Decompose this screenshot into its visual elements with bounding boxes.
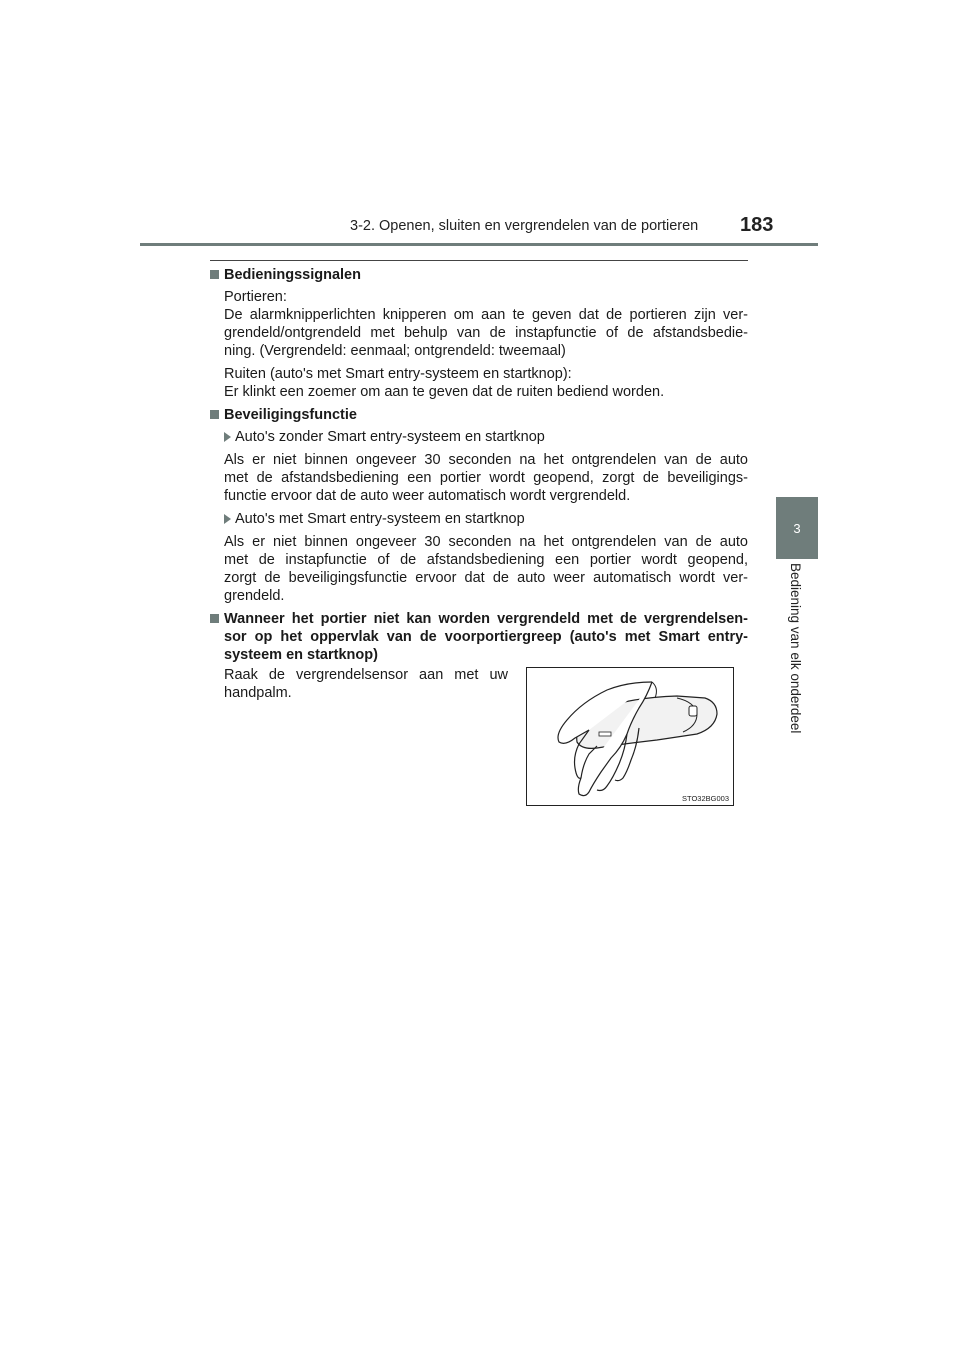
square-bullet-icon xyxy=(210,410,219,419)
page-number: 183 xyxy=(740,214,774,236)
triangle-bullet-icon xyxy=(224,514,231,524)
door-handle-illustration xyxy=(526,667,734,806)
main-content xyxy=(210,266,748,668)
section-heading-lock-issue: Wanneer het portier niet kan worden vergrendeld met de vergrendelsen- sor op het oppervlak van de voorportiergreep (auto's met Smart entry- systeem en startknop) xyxy=(210,610,748,664)
paragraph-windows: Ruiten (auto's met Smart entry-systeem en startknop): Er klinkt een zoemer om aan te geven dat de ruiten bediend worden. xyxy=(224,366,665,400)
figure-code: STO32BG003 xyxy=(682,794,729,803)
chapter-label: Bediening van elk onderdeel xyxy=(788,563,803,734)
section-heading-security: Beveiligingsfunctie xyxy=(210,406,748,424)
paragraph-security-1: Als er niet binnen ongeveer 30 seconden na het ontgrendelen van de auto met de afstandsbediening een portier wordt geopend, zorgt de beveiligings- functie ervoor dat de auto weer automatisch wordt vergrendeld. xyxy=(224,452,748,504)
paragraph-security-2: Als er niet binnen ongeveer 30 seconden na het ontgrendelen van de auto met de instapfunctie of de afstandsbediening een portier wordt geopend, zorgt de beveiligingsfunctie ervoor dat de auto weer automatisch wordt ver- grendeld. xyxy=(224,534,748,604)
section-heading-signals: Bedieningssignalen xyxy=(210,266,748,284)
square-bullet-icon xyxy=(210,614,219,623)
hand-on-handle-drawing xyxy=(527,668,733,805)
triangle-bullet-icon xyxy=(224,432,231,442)
paragraph-doors: Portieren: De alarmknipperlichten knipperen om aan te geven dat de portieren zijn ver- grendeld/ontgrendeld met behulp van de instapfunctie of de afstandsbedie- ning. (Vergrendeld: eenmaal; ontgrendeld: tweemaal) xyxy=(224,289,748,359)
square-bullet-icon xyxy=(210,270,219,279)
chapter-tab xyxy=(776,497,818,559)
subheading-without-smart-entry: Auto's zonder Smart entry-systeem en startknop xyxy=(210,428,748,446)
paragraph-lock-instruction: Raak de vergrendelsensor aan met uw handpalm. xyxy=(224,667,508,701)
header-rule xyxy=(140,243,818,246)
running-header-title: 3-2. Openen, sluiten en vergrendelen van de portieren xyxy=(350,218,699,234)
section-rule xyxy=(210,260,748,261)
chapter-number: 3 xyxy=(793,520,801,536)
subheading-with-smart-entry: Auto's met Smart entry-systeem en startknop xyxy=(210,510,748,528)
